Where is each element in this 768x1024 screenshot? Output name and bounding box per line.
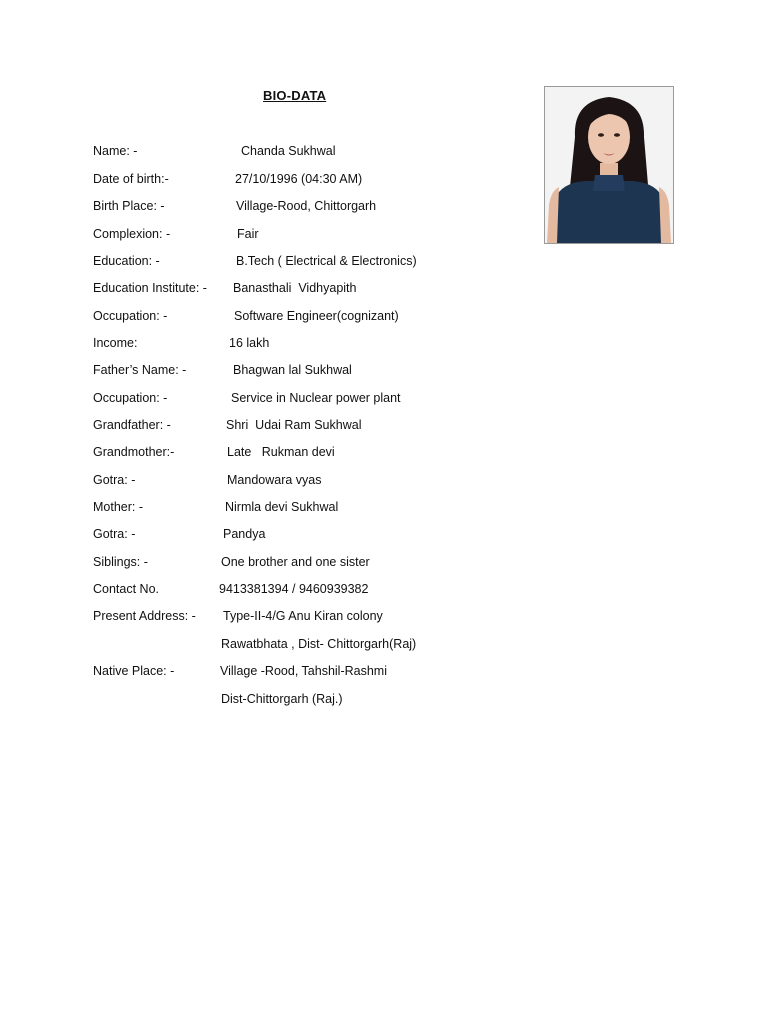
field-value: One brother and one sister — [221, 555, 370, 569]
field-label: Father’s Name: - — [93, 363, 187, 377]
field-label: Occupation: - — [93, 309, 168, 323]
field-value: Rawatbhata , Dist- Chittorgarh(Raj) — [221, 637, 417, 651]
field-label: Education: - — [93, 254, 160, 268]
field-label: Income: — [93, 336, 138, 350]
field-label: Complexion: - — [93, 227, 171, 241]
field-value: Village-Rood, Chittorgarh — [236, 199, 377, 213]
field-value: Service in Nuclear power plant — [231, 391, 401, 405]
field-label: Gotra: - — [93, 473, 136, 487]
field-label: Name: - — [93, 144, 138, 158]
field-value: Chanda Sukhwal — [241, 144, 336, 158]
field-value: Nirmla devi Sukhwal — [225, 500, 339, 514]
field-value: 27/10/1996 (04:30 AM) — [235, 172, 363, 186]
field-label: Occupation: - — [93, 391, 168, 405]
field-value: 9413381394 / 9460939382 — [219, 582, 369, 596]
field-value: Software Engineer(cognizant) — [234, 309, 399, 323]
field-label: Grandfather: - — [93, 418, 171, 432]
field-label: Mother: - — [93, 500, 144, 514]
field-label: Siblings: - — [93, 555, 148, 569]
field-value: 16 lakh — [229, 336, 270, 350]
field-value: Banasthali Vidhyapith — [233, 281, 357, 295]
field-label: Education Institute: - — [93, 281, 207, 295]
field-value: Dist-Chittorgarh (Raj.) — [221, 692, 343, 706]
field-value: Mandowara vyas — [227, 473, 322, 487]
field-value: Bhagwan lal Sukhwal — [233, 363, 352, 377]
field-value: Type-II-4/G Anu Kiran colony — [223, 609, 383, 623]
field-value: Pandya — [223, 527, 266, 541]
field-label: Contact No. — [93, 582, 160, 596]
field-label: Grandmother:- — [93, 445, 175, 459]
profile-photo-graphic — [545, 87, 673, 243]
field-value: Fair — [237, 227, 259, 241]
field-label: Birth Place: - — [93, 199, 165, 213]
field-label: Date of birth:- — [93, 172, 169, 186]
field-value: Late Rukman devi — [227, 445, 335, 459]
field-value: B.Tech ( Electrical & Electronics) — [236, 254, 417, 268]
field-label: Present Address: - — [93, 609, 196, 623]
field-label: Gotra: - — [93, 527, 136, 541]
field-value: Shri Udai Ram Sukhwal — [226, 418, 362, 432]
field-label: Native Place: - — [93, 664, 175, 678]
page-title: BIO-DATA — [263, 88, 327, 103]
field-value: Village -Rood, Tahshil-Rashmi — [220, 664, 387, 678]
profile-photo — [544, 86, 674, 244]
